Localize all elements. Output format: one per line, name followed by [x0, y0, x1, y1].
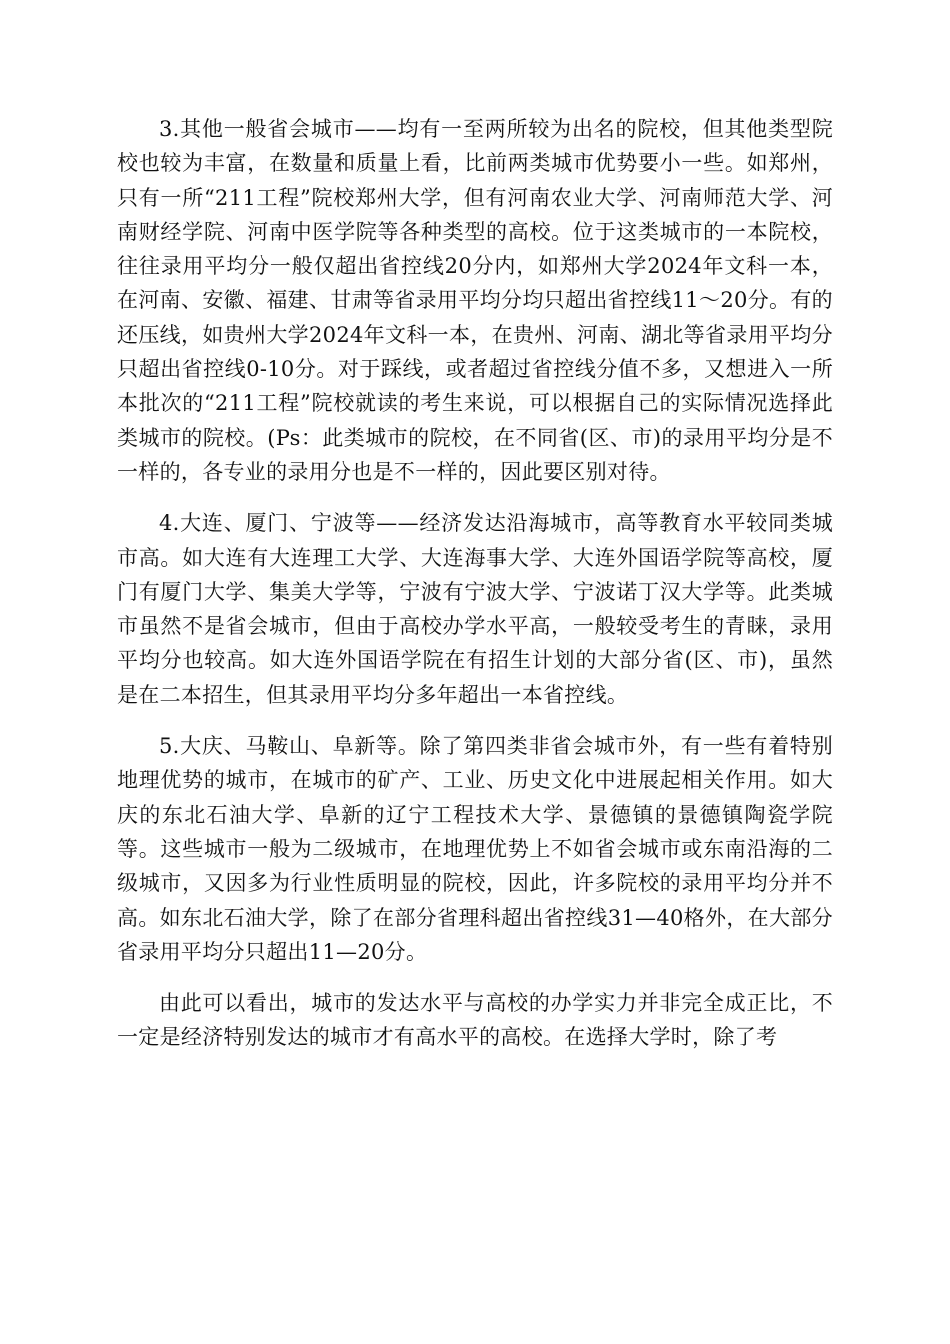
paragraph-coastal-cities: 4.大连、厦门、宁波等——经济发达沿海城市，高等教育水平较同类城市高。如大连有大连理工大学、大连海事大学、大连外国语学院等高校，厦门有厦门大学、集美大学等，宁波有宁波大学、宁波诺丁汉大学等。此类城市虽然不是省会城市，但由于高校办学水平高，一般较受考生的青睐，录用平均分也较高。如大连外国语学院在有招生计划的大部分省(区、市)，虽然是在二本招生，但其录用平均分多年超出一本省控线。	[117, 511, 833, 707]
paragraph-conclusion: 由此可以看出，城市的发达水平与高校的办学实力并非完全成正比，不一定是经济特别发达的城市才有高水平的高校。在选择大学时，除了考	[117, 991, 833, 1050]
paragraph-industrial-cities: 5.大庆、马鞍山、阜新等。除了第四类非省会城市外，有一些有着特别地理优势的城市，在城市的矿产、工业、历史文化中进展起相关作用。如大庆的东北石油大学、阜新的辽宁工程技术大学、景德镇的景德镇陶瓷学院等。这些城市一般为二级城市，在地理优势上不如省会城市或东南沿海的二级城市，又因多为行业性质明显的院校，因此，许多院校的录用平均分并不高。如东北石油大学，除了在部分省理科超出省控线31—40格外，在大部分省录用平均分只超出11—20分。	[117, 734, 833, 964]
document-page	[117, 112, 833, 1055]
paragraph-provincial-capitals: 3.其他一般省会城市——均有一至两所较为出名的院校，但其他类型院校也较为丰富，在数量和质量上看，比前两类城市优势要小一些。如郑州，只有一所“211工程”院校郑州大学，但有河南农业大学、河南师范大学、河南财经学院、河南中医学院等各种类型的高校。位于这类城市的一本院校，往往录用平均分一般仅超出省控线20分内，如郑州大学2024年文科一本，在河南、安徽、福建、甘肃等省录用平均分均只超出省控线11～20分。有的还压线，如贵州大学2024年文科一本，在贵州、河南、湖北等省录用平均分只超出省控线0-10分。对于踩线，或者超过省控线分值不多，又想进入一所本批次的“211工程”院校就读的考生来说，可以根据自己的实际情况选择此类城市的院校。(Ps：此类城市的院校，在不同省(区、市)的录用平均分是不一样的，各专业的录用分也是不一样的，因此要区别对待。	[117, 117, 833, 484]
